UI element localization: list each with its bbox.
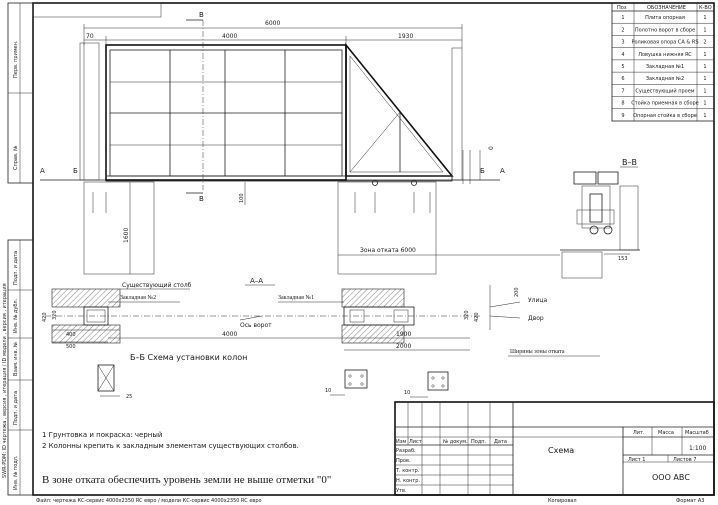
stamp-podp-data-2: Подп. и дата	[13, 390, 19, 425]
parts-row-pos: 7	[621, 88, 625, 95]
dim-420-right: 420	[474, 312, 480, 322]
parts-row-qty: 1	[703, 27, 707, 34]
section-vv	[560, 158, 640, 278]
tb-data: Дата	[494, 439, 507, 445]
dim-320-left: 320	[52, 310, 58, 320]
dim-zero: 0	[488, 146, 495, 150]
zone-note: В зоне отката обеспечить уровень земли не выше отметки "0"	[42, 474, 332, 486]
parts-row-pos: 1	[621, 15, 625, 22]
dim-10b: 10	[404, 390, 411, 396]
yard-label: Двор	[528, 315, 544, 322]
footer-copied: Копировал	[548, 498, 577, 504]
side-stamp	[2, 40, 19, 490]
tb-company: ООО АВС	[652, 473, 690, 482]
parts-rows	[612, 15, 714, 119]
tb-prov: Пров.	[396, 458, 411, 464]
parts-row-name: Закладная №1	[645, 64, 685, 70]
section-aa-title: А–А	[250, 277, 264, 285]
parts-row-pos: 2	[621, 27, 625, 34]
footer-file: Файл: чертежа КС-сервис 4000x2350 RC евро / модели КС-сервис 4000x2350 RC евро	[36, 498, 262, 504]
gate-elevation	[40, 43, 500, 274]
parts-row-pos: 5	[621, 64, 625, 70]
cut-bb-right: Б	[480, 167, 485, 175]
tb-izm: Изм	[396, 439, 407, 445]
parts-row-qty: 1	[703, 88, 707, 95]
dim-100: 100	[239, 193, 245, 203]
parts-row-qty: 1	[703, 51, 707, 58]
section-aa	[42, 277, 547, 350]
cut-bb-left: Б	[73, 167, 78, 175]
tb-masshtab: Масштаб	[685, 430, 709, 436]
dim-tail: 1930	[398, 33, 414, 40]
parts-table	[612, 3, 714, 121]
rollback-zone-label: Зона отката 6000	[360, 247, 416, 254]
stamp-podp-data-1: Подп. и дата	[13, 250, 19, 285]
notes	[42, 431, 331, 486]
parts-row-qty: 1	[703, 64, 707, 70]
dim-500: 500	[66, 344, 76, 350]
stamp-inv-dubl: Инв. № дубл.	[13, 298, 19, 333]
cut-b-bottom: В	[199, 195, 204, 203]
dim-420-left: 420	[42, 312, 48, 322]
dim-total: 6000	[265, 20, 281, 27]
dim-1900: 1900	[396, 331, 412, 338]
dim-153: 153	[618, 256, 628, 262]
parts-row-name: Опорная стойка в сборе	[633, 112, 697, 119]
parts-row-qty: 1	[703, 15, 707, 22]
parts-row-name: Существующий проем	[635, 88, 695, 95]
parts-row-name: Полотно ворот в сборе	[634, 27, 696, 34]
existing-column-label: Существующий столб	[122, 282, 192, 289]
columns-scheme	[98, 349, 600, 400]
tb-massa: Масса	[658, 430, 674, 436]
parts-row-pos: 9	[621, 112, 625, 119]
rollback-width-label: Ширины зоны отката	[510, 349, 565, 355]
columns-scheme-title: Б–Б Схема установки колон	[130, 353, 248, 362]
parts-row-pos: 4	[621, 51, 625, 58]
elevation-dimensions	[40, 11, 560, 274]
dim-leaf: 4000	[222, 33, 238, 40]
parts-row-qty: 1	[703, 112, 707, 119]
cut-a-left: А	[40, 167, 45, 175]
street-label: Улица	[528, 297, 548, 304]
dim-2000: 2000	[396, 343, 412, 350]
parts-row-qty: 2	[703, 39, 707, 46]
dim-25: 25	[126, 394, 133, 400]
footer-format: Формат А3	[676, 498, 705, 504]
parts-row-name: Стойка приемная в сборе	[631, 100, 699, 107]
parts-row-name: Роликовая опора СА & RS	[631, 39, 699, 46]
parts-row-name: Плита опорная	[645, 15, 685, 22]
parts-header-qty: К-ВО	[699, 5, 712, 11]
axis-label: Ось ворот	[240, 322, 272, 329]
dim-1600: 1600	[123, 227, 130, 243]
parts-row-name: Закладная №2	[645, 76, 685, 83]
dim-10a: 10	[325, 388, 332, 394]
parts-row-name: Ловушка нижняя RC	[638, 51, 692, 58]
dim-400: 400	[66, 332, 76, 338]
stamp-inv-podl: Инв. № подл.	[13, 455, 19, 490]
parts-header-pos: Поз	[617, 5, 627, 11]
tb-tkontr: Т. контр.	[396, 468, 420, 474]
note-2: 2 Колонны крепить к закладным элементам существующих столбов.	[42, 442, 299, 450]
dim-4000: 4000	[222, 331, 238, 338]
section-vv-title: В–В	[622, 158, 637, 167]
stamp-sw-pdm: SWR-PDM: ID чертежа , версия , итерация / ID модели , версия , итерация	[2, 283, 8, 478]
cut-a-right: А	[500, 167, 505, 175]
parts-row-qty: 1	[703, 100, 707, 107]
tb-podp: Подп.	[471, 439, 487, 445]
dim-left: 70	[86, 33, 94, 40]
tb-scale: 1:100	[689, 445, 707, 452]
tb-sheets: Листов 7	[673, 457, 697, 463]
tb-utv: Утв.	[396, 488, 407, 494]
cut-b-top: В	[199, 11, 204, 19]
embed-2-label: Закладная №2	[120, 295, 157, 301]
stamp-perv-primen: Перв. примен.	[13, 40, 19, 78]
embed-1-label: Закладная №1	[278, 295, 315, 301]
stamp-vzam-inv: Взам. инв. №	[13, 342, 19, 376]
parts-row-pos: 3	[621, 39, 625, 46]
tb-lit: Лит.	[633, 430, 645, 436]
tb-razrab: Разраб.	[396, 448, 416, 454]
footer-strip	[36, 497, 704, 504]
parts-row-pos: 8	[621, 100, 625, 107]
tb-name: Схема	[548, 446, 575, 455]
dim-320-right: 320	[464, 310, 470, 320]
parts-header-name: ОБОЗНАЧЕНИЕ	[647, 5, 686, 11]
tb-ndoc: № докум.	[443, 439, 468, 445]
parts-row-pos: 6	[621, 76, 625, 83]
parts-row-qty: 1	[703, 76, 707, 83]
title-block	[395, 402, 714, 495]
dim-200: 200	[514, 287, 520, 297]
tb-sheet: Лист 1	[628, 457, 646, 463]
note-1: 1 Грунтовка и покраска: черный	[42, 431, 163, 439]
tb-list: Лист	[409, 439, 422, 445]
tb-nkontr: Н. контр.	[396, 478, 420, 484]
stamp-sprav-no: Справ. №	[13, 145, 19, 170]
